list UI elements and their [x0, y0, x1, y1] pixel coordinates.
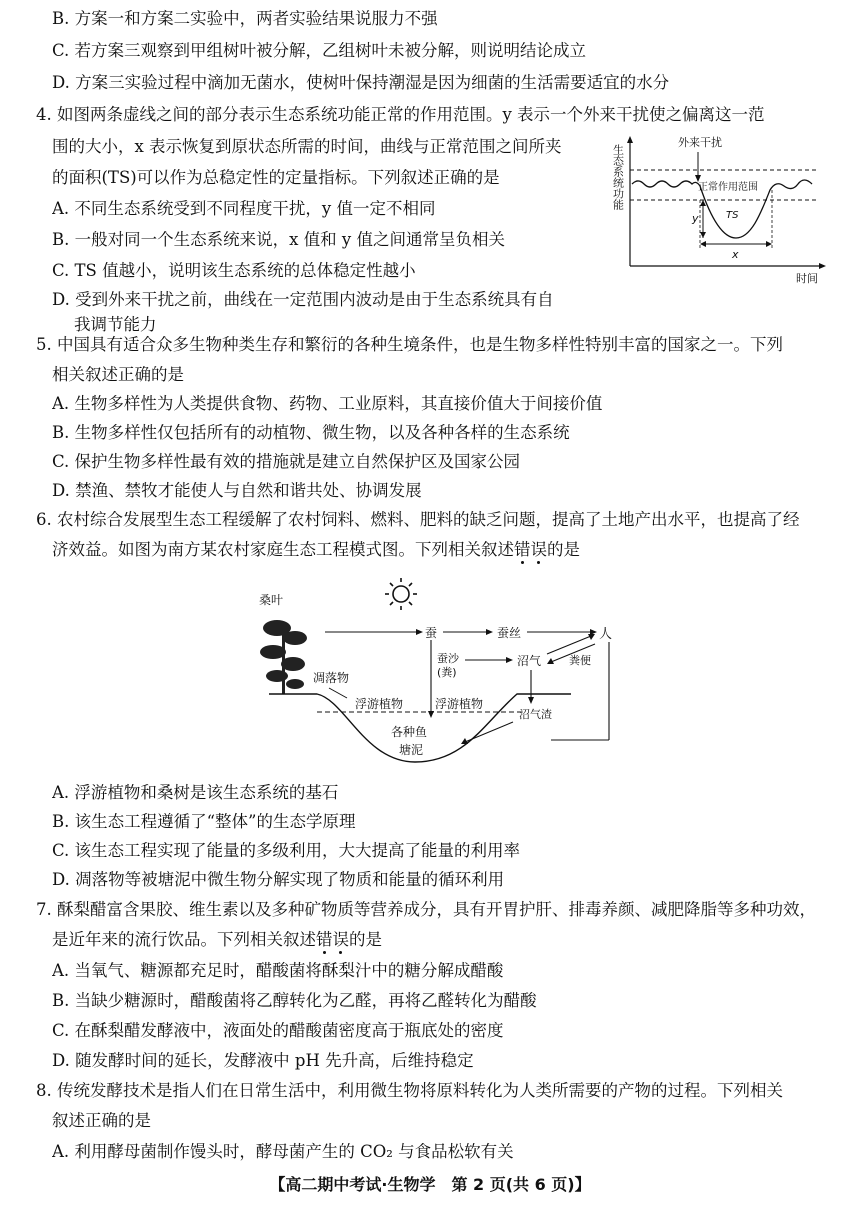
- question-8-stem: 叙述正确的是: [52, 1111, 151, 1130]
- question-5-stem: 5. 中国具有适合众多生物种类生存和繁衍的各种生境条件，也是生物多样性特别丰富的国家之一。下列: [36, 335, 783, 354]
- option-line: B. 一般对同一个生态系统来说，x 值和 y 值之间通常呈负相关: [52, 230, 505, 249]
- question-4-stem: 围的大小，x 表示恢复到原状态所需的时间，曲线与正常范围之间所夹: [52, 137, 562, 156]
- option-line: 我调节能力: [74, 315, 157, 334]
- emphasis-char: 错: [316, 930, 333, 949]
- question-4-stem: 的面积(TS)可以作为总稳定性的定量指标。下列叙述正确的是: [52, 168, 500, 187]
- silkworm-label: 蚕: [425, 626, 438, 640]
- eco-engineering-figure: [255, 572, 625, 768]
- option-line: B. 当缺少糖源时，醋酸菌将乙醇转化为乙醛，再将乙醛转化为醋酸: [52, 991, 537, 1010]
- option-line: B. 该生态工程遵循了“整体”的生态学原理: [52, 812, 356, 831]
- feces-label: 粪便: [569, 654, 591, 667]
- y-axis-label: 生态系统功能: [611, 144, 625, 210]
- ts-label: TS: [726, 210, 739, 221]
- question-8-stem: 8. 传统发酵技术是指人们在日常生活中，利用微生物将原料转化为人类所需要的产物的过程。下列相关: [36, 1081, 783, 1100]
- page-footer: 【高二期中考试·生物学 第 2 页(共 6 页)】: [269, 1175, 591, 1194]
- emphasis-char: 误: [530, 540, 547, 559]
- option-line: C. 保护生物多样性最有效的措施就是建立自然保护区及国家公园: [52, 452, 521, 471]
- question-7-stem: 是近年来的流行饮品。下列相关叙述错误的是: [52, 930, 382, 949]
- emphasis-char: 错: [514, 540, 531, 559]
- option-line: B. 生物多样性仅包括所有的动植物、微生物，以及各种各样的生态系统: [52, 423, 570, 442]
- sun-icon: [385, 578, 417, 610]
- mulberry-tree-icon: [260, 620, 307, 694]
- option-line: B. 方案一和方案二实验中，两者实验结果说服力不强: [52, 9, 438, 28]
- stability-figure: [608, 130, 830, 286]
- option-line: A. 浮游植物和桑树是该生态系统的基石: [52, 783, 339, 802]
- plankton-label: 浮游植物: [435, 697, 484, 711]
- silk-dung-label: 蚕沙: [437, 652, 459, 665]
- option-line: C. 该生态工程实现了能量的多级利用，大大提高了能量的利用率: [52, 841, 521, 860]
- option-line: C. 若方案三观察到甲组树叶被分解，乙组树叶未被分解，则说明结论成立: [52, 41, 587, 60]
- mulberry-label: 桑叶: [259, 593, 284, 607]
- plankton-label: 浮游植物: [355, 697, 404, 711]
- option-line: A. 当氧气、糖源都充足时，醋酸菌将酥梨汁中的糖分解成醋酸: [52, 961, 504, 980]
- option-line: A. 利用酵母菌制作馒头时，酵母菌产生的 CO₂ 与食品松软有关: [52, 1142, 514, 1161]
- disturbance-label: 外来干扰: [678, 136, 722, 149]
- option-line: C. 在酥梨醋发酵液中，液面处的醋酸菌密度高于瓶底处的密度: [52, 1021, 504, 1040]
- silk-dung-label: (粪): [437, 666, 457, 679]
- question-6-stem: 济效益。如图为南方某农村家庭生态工程模式图。下列相关叙述错误的是: [52, 540, 580, 559]
- option-line: A. 生物多样性为人类提供食物、药物、工业原料，其直接价值大于间接价值: [52, 394, 603, 413]
- question-5-stem: 相关叙述正确的是: [52, 365, 184, 384]
- silk-label: 蚕丝: [497, 626, 522, 640]
- person-label: 人: [599, 627, 613, 642]
- x-axis-label: 时间: [796, 272, 818, 285]
- fish-label: 各种鱼: [391, 725, 428, 739]
- question-7-stem: 7. 酥梨醋富含果胶、维生素以及多种矿物质等营养成分，具有开胃护肝、排毒养颜、减肥降脂等多种功效，: [36, 900, 816, 919]
- option-line: D. 受到外来干扰之前，曲线在一定范围内波动是由于生态系统具有自: [52, 290, 554, 309]
- biogas-label: 沼气: [517, 654, 542, 668]
- option-line: D. 禁渔、禁牧才能使人与自然和谐共处、协调发展: [52, 481, 422, 500]
- x-marker-label: x: [732, 248, 739, 261]
- biogas-residue-label: 沼气渣: [519, 708, 552, 721]
- litter-label: 凋落物: [313, 671, 350, 685]
- option-line: A. 不同生态系统受到不同程度干扰，y 值一定不相同: [52, 199, 436, 218]
- option-line: C. TS 值越小，说明该生态系统的总体稳定性越小: [52, 261, 416, 280]
- option-line: D. 方案三实验过程中滴加无菌水，使树叶保持潮湿是因为细菌的生活需要适宜的水分: [52, 73, 670, 92]
- option-line: D. 凋落物等被塘泥中微生物分解实现了物质和能量的循环利用: [52, 870, 505, 889]
- mud-label: 塘泥: [399, 743, 424, 757]
- question-4-stem: 4. 如图两条虚线之间的部分表示生态系统功能正常的作用范围。y 表示一个外来干扰使之偏离这一范: [36, 105, 765, 124]
- option-line: D. 随发酵时间的延长，发酵液中 pH 先升高，后维持稳定: [52, 1051, 474, 1070]
- emphasis-char: 误: [332, 930, 349, 949]
- question-6-stem: 6. 农村综合发展型生态工程缓解了农村饲料、燃料、肥料的缺乏问题，提高了土地产出水平，也提高了经: [36, 510, 800, 529]
- y-marker-label: y: [692, 212, 699, 225]
- normal-range-label: 正常作用范围: [698, 182, 758, 193]
